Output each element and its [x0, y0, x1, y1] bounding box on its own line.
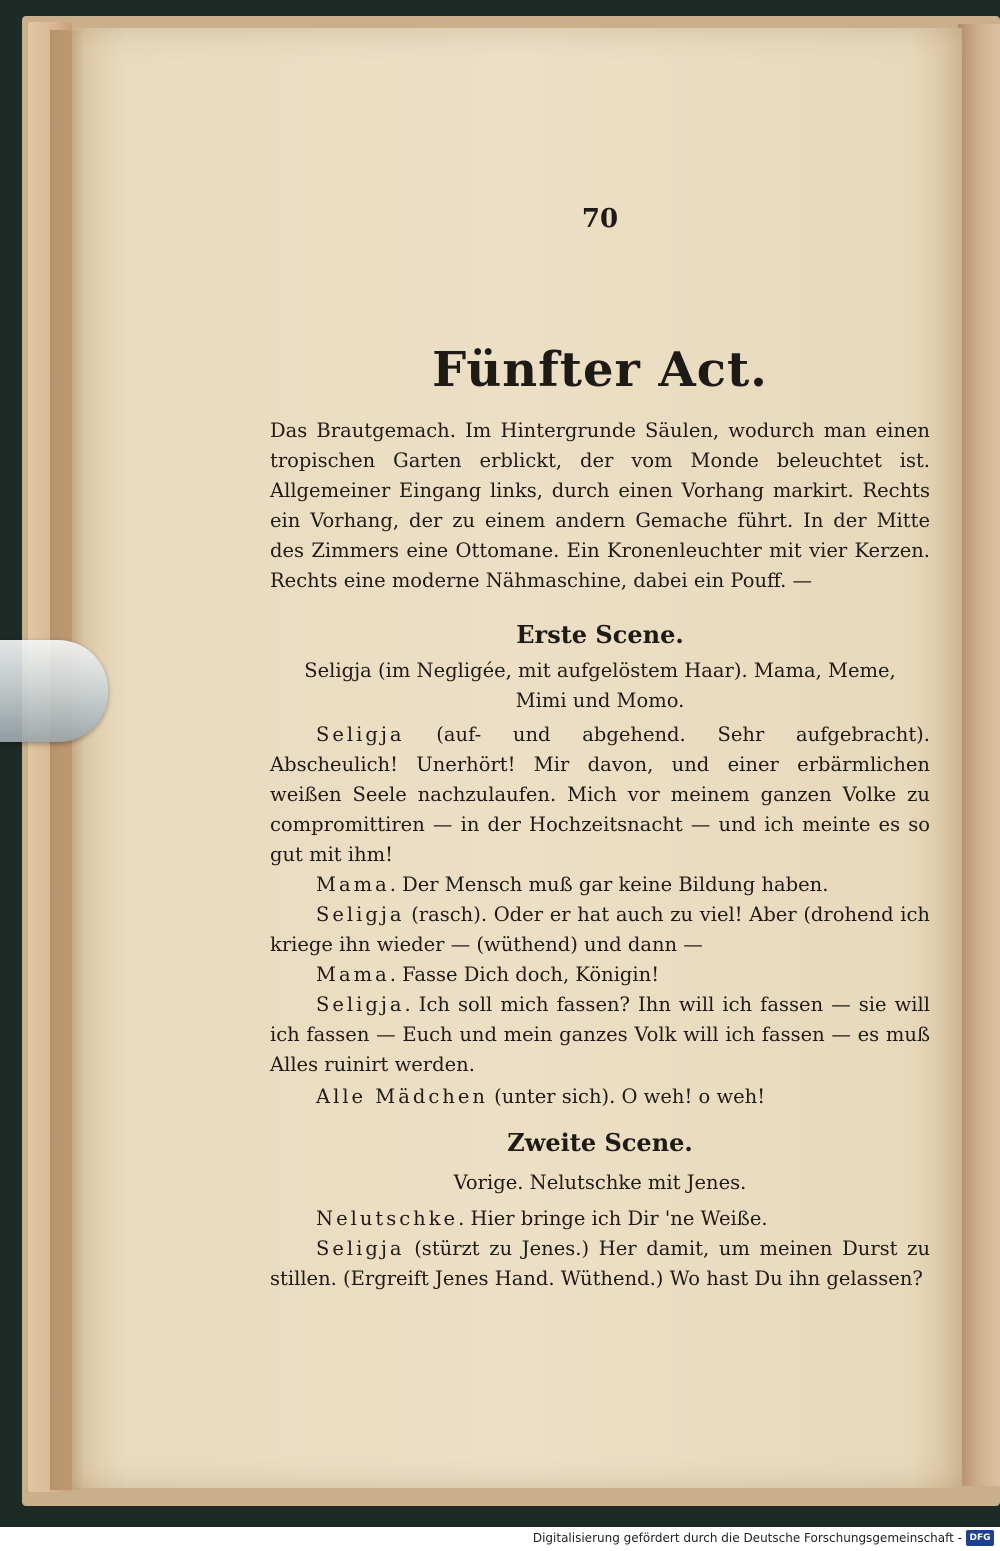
scene-1-title: Erste Scene. — [516, 620, 684, 649]
speaker-name: Seligja — [316, 1237, 405, 1260]
page-edges-right — [958, 24, 1000, 1486]
dfg-logo-icon: DFG — [966, 1530, 994, 1546]
speech-line — [270, 1082, 930, 1112]
speech-text: . Der Mensch muß gar keine Bildung haben. — [389, 873, 829, 896]
speech-text: . Fasse Dich doch, Königin! — [389, 963, 660, 986]
stage-direction: Das Brautgemach. Im Hintergrunde Säulen, wodurch man einen tropischen Garten erblickt, der vom Monde beleuchtet ist. Allgemeiner Eingang links, durch einen Vorhang markirt. Rechts ein Vorhang, der zu einem andern Gemache führt. In der Mitte des Zimmers eine Ottomane. Ein Kronenleuchter mit vier Kerzen. Rechts eine moderne Nähmaschine, dabei ein Pouff. — — [270, 419, 930, 592]
scene-1-cast-line-1: Seligja (im Negligée, mit aufgelöstem Haar). Mama, Meme, — [304, 659, 896, 682]
speech-text: (unter sich). O weh! o weh! — [487, 1085, 766, 1108]
speech-line — [270, 960, 930, 990]
speech-text: (rasch). Oder er hat auch zu viel! Aber (drohend ich kriege ihn wieder — (wüthend) und dann — — [270, 903, 930, 956]
speaker-name: Alle Mädchen — [316, 1085, 488, 1108]
speaker-name: Mama — [316, 873, 390, 896]
scene-1-cast-line-2: Mimi und Momo. — [515, 689, 685, 712]
speech-line — [270, 720, 930, 870]
footer-credit: Digitalisierung gefördert durch die Deutsche Forschungsgemeinschaft - — [532, 1531, 962, 1545]
speaker-name: Nelutschke — [316, 1207, 459, 1230]
speaker-name: Seligja — [316, 723, 405, 746]
digitization-footer — [0, 1527, 1000, 1551]
speech-line — [270, 900, 930, 960]
page-clip — [0, 640, 108, 742]
speaker-name: Seligja — [316, 993, 405, 1016]
scene-2-cast: Vorige. Nelutschke mit Jenes. — [453, 1171, 747, 1194]
scene-2-title: Zweite Scene. — [507, 1128, 693, 1157]
page-number: 70 — [581, 204, 619, 234]
speaker-name: Mama — [316, 963, 390, 986]
speech-text: . Ich soll mich fassen? Ihn will ich fassen — sie will ich fassen — Euch und mein ganzes Volk will ich fassen — es muß Alles ruinirt werden. — [270, 993, 930, 1076]
act-title: Fünfter Act. — [432, 342, 768, 398]
speaker-name: Seligja — [316, 903, 405, 926]
gutter-shadow — [50, 30, 84, 1490]
speech-text: . Hier bringe ich Dir 'ne Weiße. — [458, 1207, 768, 1230]
speech-text: (stürzt zu Jenes.) Her damit, um meinen Durst zu stillen. (Ergreift Jenes Hand. Wüthend.) Wo hast Du ihn gelassen? — [270, 1237, 930, 1290]
speech-text: (auf- und abgehend. Sehr aufgebracht). Abscheulich! Unerhört! Mir davon, und einer erbärmlichen weißen Seele nachzulaufen. Mich vor meinem ganzen Volke zu compromittiren — in der Hochzeitsnacht — und ich meinte es so gut mit ihm! — [270, 723, 930, 866]
speech-line — [270, 1234, 930, 1294]
speech-line — [270, 870, 930, 900]
speech-line — [270, 1204, 930, 1234]
book-page — [72, 28, 962, 1488]
speech-line — [270, 990, 930, 1080]
